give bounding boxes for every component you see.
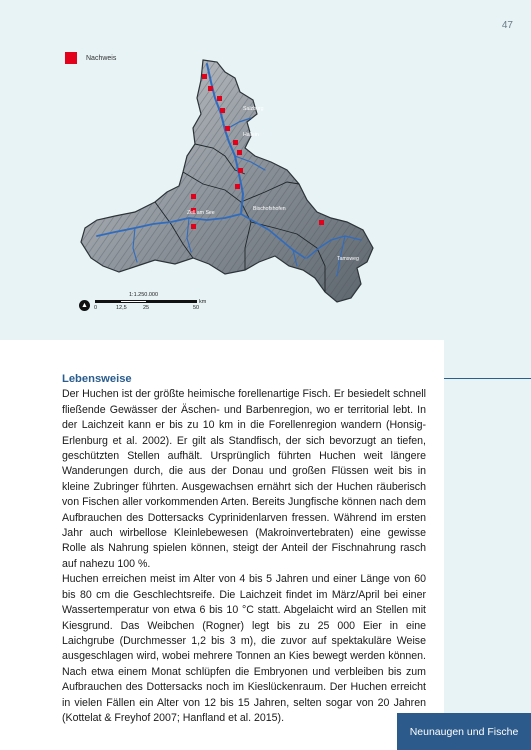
- chapter-footer: [397, 713, 531, 750]
- article-body: [62, 372, 426, 726]
- side-strip: [444, 0, 531, 750]
- paragraph-2: Huchen erreichen meist im Alter von 4 bis 5 Jahren und einer Länge von 60 bis 80 cm die Geschlechtsreife. Die Laichzeit findet im März/April bei einer Wassertemperatur von etwa 6 bis 10 °C statt. Abgelaicht wird an Stellen mit Kiesgrund. Das Weibchen (Rogner) legt bis zu 25 000 Eier in eine Laichgrube (Durchmesser 1,2 bis 3 m), die zuvor auf spektakuläre Weise ausgeschlagen wird, wobei mehrere Tonnen an Kies bewegt werden können. Nach etwa einem Monat schlüpfen die Embryonen und verbleiben bis zum Aufbrauchen des Dottersacks noch im Kieslückenraum. Der Huchen erreicht in vielen Fällen ein Alter von 12 bis 15 Jahren, selten sogar von 20 Jahren (Kottelat & Freyhof 2007; Hanfland et al. 2015).: [62, 573, 426, 724]
- section-heading: Lebensweise: [62, 373, 132, 385]
- place-label-zell-am-see: Zell am See: [187, 210, 215, 216]
- place-label-hallein: Hallein: [243, 132, 259, 138]
- scale-bar: [95, 292, 215, 316]
- distribution-map: [75, 52, 395, 320]
- scale-bar-track: [95, 300, 197, 303]
- scale-unit: km: [199, 299, 207, 305]
- side-strip-divider: [444, 378, 531, 379]
- legend-label: Nachweis: [86, 54, 117, 62]
- scale-tick-0: 0: [94, 305, 98, 311]
- north-arrow-icon: ▲: [79, 300, 90, 311]
- place-label-tamsweg: Tamsweg: [337, 256, 359, 262]
- scale-tick-12-5: 12,5: [116, 305, 127, 311]
- page-number: 47: [501, 20, 513, 31]
- scale-tick-25: 25: [143, 305, 150, 311]
- map-svg: [75, 52, 395, 320]
- scale-ratio: 1:1.250.000: [129, 292, 159, 298]
- place-label-salzburg: Salzburg: [243, 106, 264, 112]
- scale-tick-50: 50: [193, 305, 200, 311]
- relief-shading: [81, 60, 373, 302]
- paragraph-1: Der Huchen ist der größte heimische forellenartige Fisch. Er besiedelt schnell fließende Gewässer der Äschen- und Barbenregion, wo er territorial lebt. In der Laichzeit kann er bis zu 10 km in die Forellenregion wandern (Honsig-Erlenburg et al. 2002). Er gilt als Standfisch, der sich bevorzugt an tiefen, geschützten Stellen aufhält. Ursprünglich führten Huchen weit längere Wanderungen durch, die aus der Donau und großen Flüssen weit bis in kleine Zubringer führten. Ausgewachsen ernährt sich der Huchen räuberisch von Fischen aller vorkommenden Arten. Bereits Jungfische können nach dem Aufbrauchen des Dottersacks Cyprinidenlarven fressen. Während im ersten Jahr auch wirbellose Kleinlebewesen (Makroinvertebraten) eine gewisse Rolle als Nahrung spielen können, steigt der Anteil der Fischnahrung rasch auf nahezu 100 %.: [62, 388, 426, 570]
- chapter-footer-label: Neunaugen und Fische: [409, 725, 519, 738]
- place-label-bischofshofen: Bischofshofen: [253, 206, 286, 212]
